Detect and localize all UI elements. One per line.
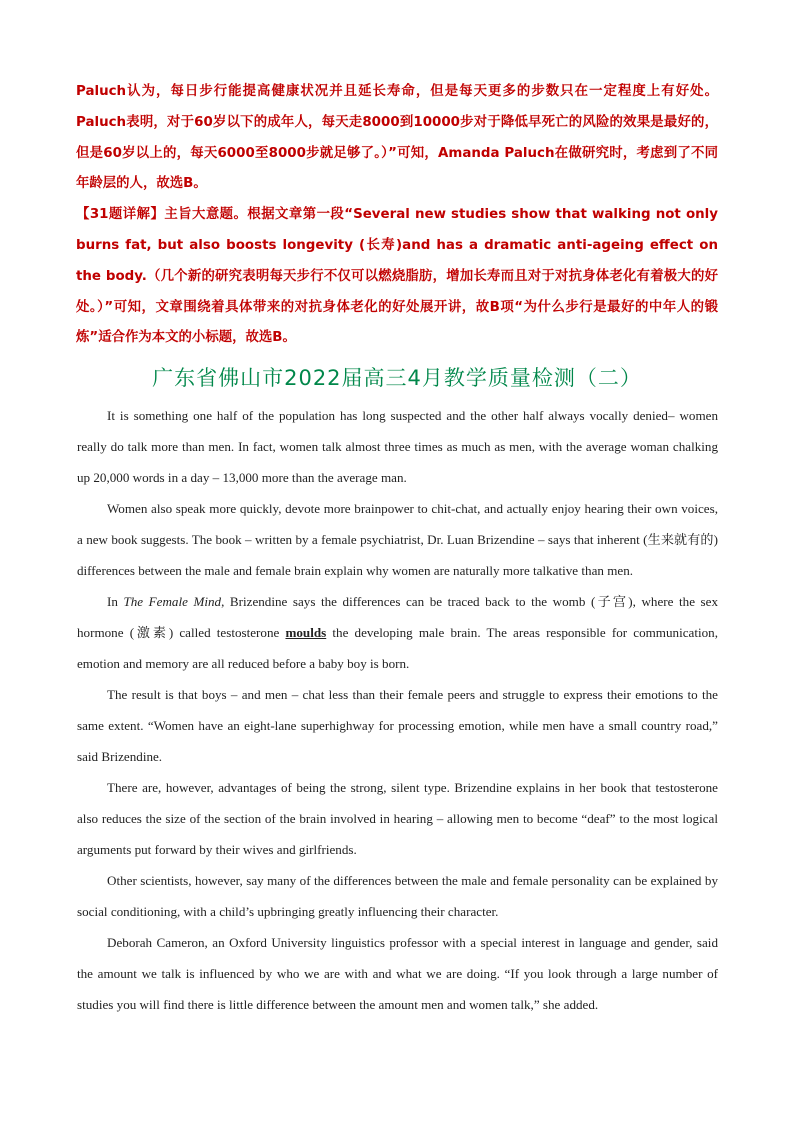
question-31-explanation: 主旨大意题。根据文章第一段“Several new studies show that walking not only burns fat, but also boosts longevity (长寿)and has a dramatic anti-ageing effect on the body.（几个新的研究表明每天步行不仅可以燃烧脂肪，增加长寿而且对于对抗身体老化有着极大的好处。）”可知，文章围绕着具体带来的对抗身体老化的好处展开讲，故B项“为什么步行是最好的中年人的锻炼”适合作为本文的小标题，故选B。 — [76, 207, 718, 346]
book-title: The Female Mind — [123, 594, 222, 609]
passage-paragraph-4: The result is that boys – and men – chat less than their female peers and struggle to express their emotions to the same extent. “Women have an eight-lane superhighway for processing emotion, while men have a small country road,” said Brizendine. — [77, 687, 718, 764]
p3-middle: , Brizendine says the differences can be traced back to the womb (子宫), where the sex hormone (激素) called testosterone — [77, 594, 718, 640]
reading-passage — [77, 400, 718, 1020]
underlined-word-moulds: moulds — [285, 625, 327, 640]
passage-paragraph-3 — [77, 586, 718, 679]
passage-paragraph-1: It is something one half of the population has long suspected and the other half always vocally denied– women really do talk more than men. In fact, women talk almost three times as much as men, with the average woman chalking up 20,000 words in a day – 13,000 more than the average man. — [77, 408, 718, 485]
answer-paragraph-30: Paluch认为，每日步行能提高健康状况并且延长寿命，但是每天更多的步数只在一定程度上有好处。Paluch表明，对于60岁以下的成年人，每天走8000到10000步对于降低早死亡的风险的效果是最好的，但是60岁以上的，每天6000至8000步就足够了。）”可知，Amanda Paluch在做研究时，考虑到了不同年龄层的人，故选B。 — [76, 84, 718, 192]
p3-tail: the developing male brain. The areas responsible for communication, emotion and memory are all reduced before a baby boy is born. — [77, 625, 718, 671]
answer-explanation — [76, 77, 718, 354]
passage-paragraph-6: Other scientists, however, say many of the differences between the male and female personality can be explained by social conditioning, with a child’s upbringing greatly influencing their character. — [77, 873, 718, 919]
answer-paragraph-31 — [76, 200, 718, 354]
p3-lead: In — [107, 594, 124, 609]
passage-paragraph-7: Deborah Cameron, an Oxford University linguistics professor with a special interest in language and gender, said the amount we talk is influenced by who we are with and what we are doing. “If you look through a large number of studies you will find there is little difference between the amount men and women talk,” she added. — [77, 935, 718, 1012]
exam-heading: 广东省佛山市2022届高三4月教学质量检测（二） — [152, 366, 642, 390]
passage-paragraph-2: Women also speak more quickly, devote more brainpower to chit-chat, and actually enjoy hearing their own voices, a new book suggests. The book – written by a female psychiatrist, Dr. Luan Brizendine – says that inherent (生来就有的) differences between the male and female brain explain why women are naturally more talkative than men. — [77, 501, 718, 578]
passage-paragraph-5: There are, however, advantages of being the strong, silent type. Brizendine explains in her book that testosterone also reduces the size of the section of the brain involved in hearing – allowing men to become “deaf” to the most logical arguments put forward by their wives and girlfriends. — [77, 780, 718, 857]
question-31-tag: 【31题详解】 — [76, 207, 165, 223]
